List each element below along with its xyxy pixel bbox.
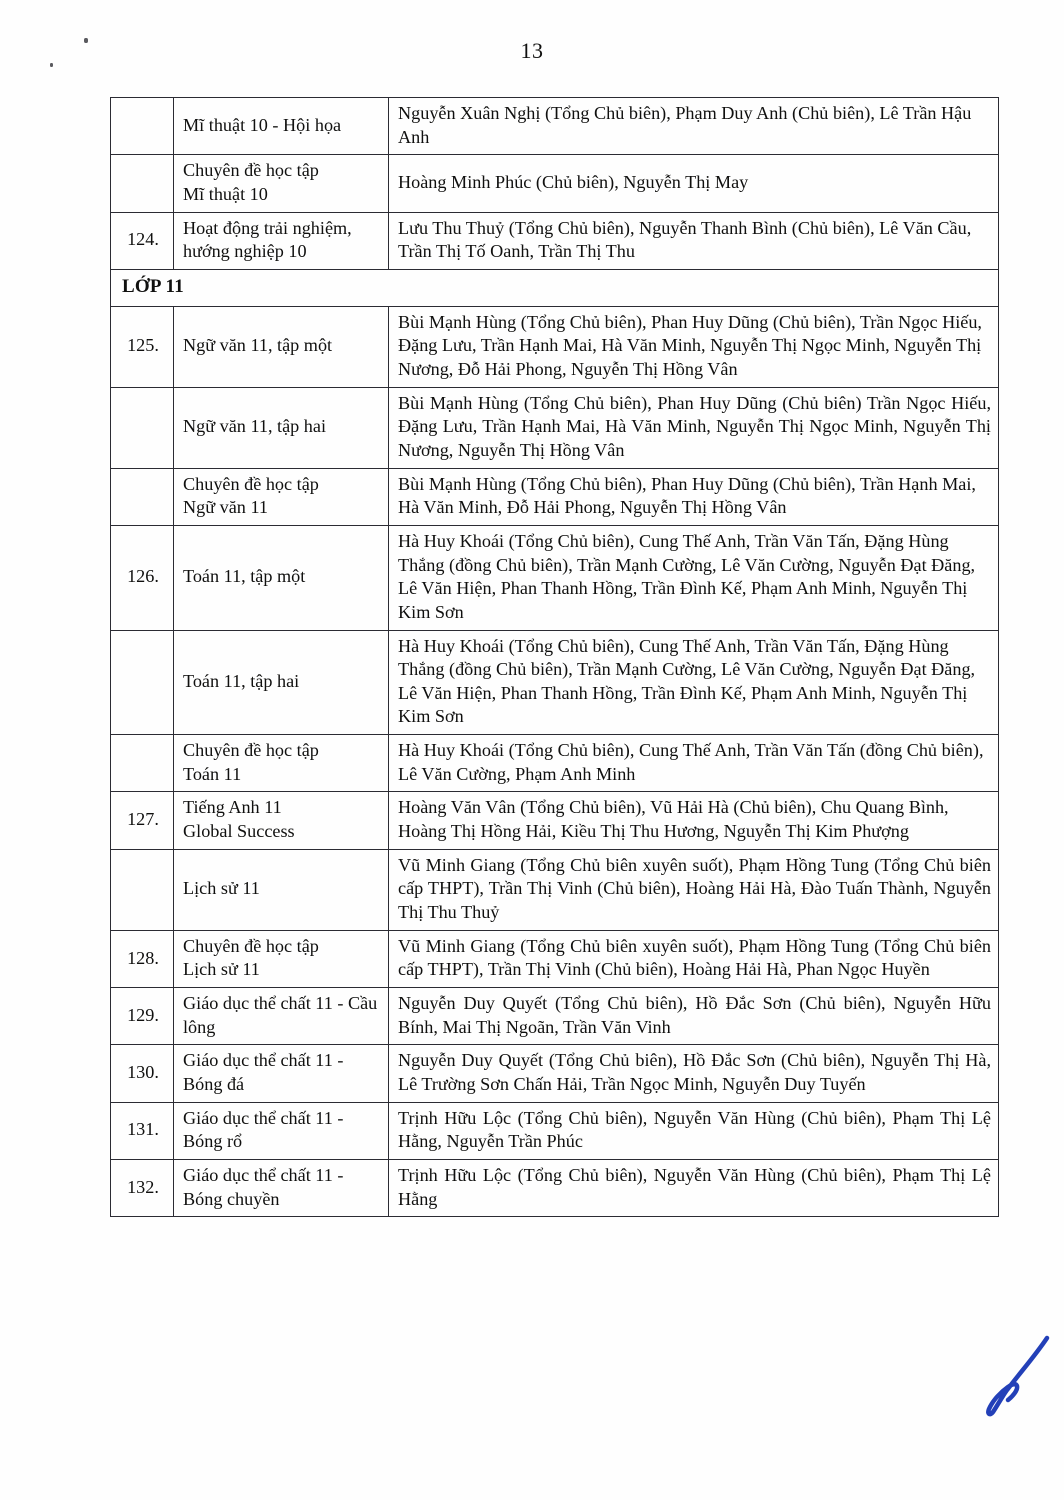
row-index-cell: [111, 155, 174, 212]
group-header-label: LỚP 11: [111, 269, 999, 306]
book-title-cell: Chuyên đề học tập Ngữ văn 11: [174, 468, 389, 525]
authors-cell: Hà Huy Khoái (Tổng Chủ biên), Cung Thế Anh, Trần Văn Tấn, Đặng Hùng Thắng (đồng Chủ biên), Trần Mạnh Cường, Lê Văn Cường, Nguyễn Đạt Đăng, Lê Văn Hiện, Phan Thanh Hồng, Trần Đình Kế, Phạm Anh Minh, Nguyễn Thị Kim Sơn: [389, 630, 999, 735]
book-title-cell: Toán 11, tập hai: [174, 630, 389, 735]
page-number: 13: [520, 38, 544, 63]
book-title-cell: Giáo dục thể chất 11 - Bóng đá: [174, 1045, 389, 1102]
table-row: [111, 98, 999, 155]
table-body: [111, 98, 999, 1217]
row-index-cell: 125.: [111, 306, 174, 387]
table-row: [111, 792, 999, 849]
row-index-cell: [111, 630, 174, 735]
table-row: [111, 735, 999, 792]
handwritten-check-mark-icon: [975, 1330, 1055, 1420]
authors-cell: Trịnh Hữu Lộc (Tổng Chủ biên), Nguyễn Văn Hùng (Chủ biên), Phạm Thị Lệ Hằng, Nguyễn Trần Phúc: [389, 1102, 999, 1159]
table-row: [111, 1159, 999, 1216]
row-index-cell: 130.: [111, 1045, 174, 1102]
authors-cell: Bùi Mạnh Hùng (Tổng Chủ biên), Phan Huy Dũng (Chủ biên), Trần Ngọc Hiếu, Đặng Lưu, Trần Hạnh Mai, Hà Văn Minh, Nguyễn Thị Ngọc Minh, Nguyễn Thị Nương, Đỗ Hải Phong, Nguyễn Thị Hồng Vân: [389, 306, 999, 387]
row-index-cell: [111, 98, 174, 155]
authors-cell: Hoàng Minh Phúc (Chủ biên), Nguyễn Thị May: [389, 155, 999, 212]
row-index-cell: 132.: [111, 1159, 174, 1216]
table-row: [111, 630, 999, 735]
book-title-cell: Chuyên đề học tập Mĩ thuật 10: [174, 155, 389, 212]
row-index-cell: 124.: [111, 212, 174, 269]
table-row: [111, 468, 999, 525]
authors-cell: Hoàng Văn Vân (Tổng Chủ biên), Vũ Hải Hà (Chủ biên), Chu Quang Bình, Hoàng Thị Hồng Hải, Kiều Thị Thu Hương, Nguyễn Thị Kim Phượng: [389, 792, 999, 849]
book-title-cell: Hoạt động trải nghiệm, hướng nghiệp 10: [174, 212, 389, 269]
book-title-cell: Ngữ văn 11, tập hai: [174, 387, 389, 468]
book-title-cell: Chuyên đề học tập Lịch sử 11: [174, 930, 389, 987]
authors-cell: Hà Huy Khoái (Tổng Chủ biên), Cung Thế Anh, Trần Văn Tấn (đồng Chủ biên), Lê Văn Cường, Phạm Anh Minh: [389, 735, 999, 792]
row-index-cell: [111, 468, 174, 525]
authors-cell: Bùi Mạnh Hùng (Tổng Chủ biên), Phan Huy Dũng (Chủ biên) Trần Ngọc Hiếu, Đặng Lưu, Trần Hạnh Mai, Hà Văn Minh, Nguyễn Thị Ngọc Minh, Nguyễn Thị Nương, Nguyễn Thị Hồng Vân: [389, 387, 999, 468]
authors-cell: Trịnh Hữu Lộc (Tổng Chủ biên), Nguyễn Văn Hùng (Chủ biên), Phạm Thị Lệ Hằng: [389, 1159, 999, 1216]
row-index-cell: 127.: [111, 792, 174, 849]
authors-cell: Bùi Mạnh Hùng (Tổng Chủ biên), Phan Huy Dũng (Chủ biên), Trần Hạnh Mai, Hà Văn Minh, Đỗ Hải Phong, Nguyễn Thị Hồng Vân: [389, 468, 999, 525]
table-row: [111, 988, 999, 1045]
row-index-cell: [111, 387, 174, 468]
table-row: [111, 155, 999, 212]
authors-cell: Vũ Minh Giang (Tổng Chủ biên xuyên suốt), Phạm Hồng Tung (Tổng Chủ biên cấp THPT), Trần Thị Vinh (Chủ biên), Hoàng Hải Hà, Đào Tuấn Thành, Nguyễn Thị Thu Thuỷ: [389, 849, 999, 930]
table-row: [111, 1045, 999, 1102]
row-index-cell: 129.: [111, 988, 174, 1045]
book-title-cell: Giáo dục thể chất 11 - Bóng chuyền: [174, 1159, 389, 1216]
table-row: [111, 1102, 999, 1159]
textbook-list-table-wrapper: [110, 97, 998, 1217]
table-row: [111, 306, 999, 387]
authors-cell: Vũ Minh Giang (Tổng Chủ biên xuyên suốt), Phạm Hồng Tung (Tổng Chủ biên cấp THPT), Trần Thị Vinh (Chủ biên), Hoàng Hải Hà, Phan Ngọc Huyền: [389, 930, 999, 987]
row-index-cell: 126.: [111, 525, 174, 630]
table-row: [111, 212, 999, 269]
book-title-cell: Ngữ văn 11, tập một: [174, 306, 389, 387]
table-row: [111, 930, 999, 987]
book-title-cell: Giáo dục thể chất 11 - Bóng rổ: [174, 1102, 389, 1159]
authors-cell: Nguyễn Duy Quyết (Tổng Chủ biên), Hồ Đắc Sơn (Chủ biên), Nguyễn Thị Hà, Lê Trường Sơn Chấn Hải, Trần Ngọc Minh, Nguyễn Duy Tuyến: [389, 1045, 999, 1102]
book-title-cell: Chuyên đề học tập Toán 11: [174, 735, 389, 792]
authors-cell: Hà Huy Khoái (Tổng Chủ biên), Cung Thế Anh, Trần Văn Tấn, Đặng Hùng Thắng (đồng Chủ biên), Trần Mạnh Cường, Lê Văn Cường, Nguyễn Đạt Đăng, Lê Văn Hiện, Phan Thanh Hồng, Trần Đình Kế, Phạm Anh Minh, Nguyễn Thị Kim Sơn: [389, 525, 999, 630]
book-title-cell: Tiếng Anh 11 Global Success: [174, 792, 389, 849]
row-index-cell: 128.: [111, 930, 174, 987]
textbook-list-table: [110, 97, 999, 1217]
authors-cell: Nguyễn Duy Quyết (Tổng Chủ biên), Hồ Đắc Sơn (Chủ biên), Nguyễn Hữu Bính, Mai Thị Ngoãn, Trần Văn Vinh: [389, 988, 999, 1045]
table-row: [111, 525, 999, 630]
row-index-cell: [111, 735, 174, 792]
authors-cell: Nguyễn Xuân Nghị (Tổng Chủ biên), Phạm Duy Anh (Chủ biên), Lê Trần Hậu Anh: [389, 98, 999, 155]
table-row: [111, 849, 999, 930]
book-title-cell: Lịch sử 11: [174, 849, 389, 930]
row-index-cell: [111, 849, 174, 930]
row-index-cell: 131.: [111, 1102, 174, 1159]
book-title-cell: Toán 11, tập một: [174, 525, 389, 630]
book-title-cell: Giáo dục thể chất 11 - Cầu lông: [174, 988, 389, 1045]
authors-cell: Lưu Thu Thuỷ (Tổng Chủ biên), Nguyễn Thanh Bình (Chủ biên), Lê Văn Cầu, Trần Thị Tố Oanh, Trần Thị Thu: [389, 212, 999, 269]
table-row: [111, 387, 999, 468]
group-header-row: [111, 269, 999, 306]
book-title-cell: Mĩ thuật 10 - Hội họa: [174, 98, 389, 155]
